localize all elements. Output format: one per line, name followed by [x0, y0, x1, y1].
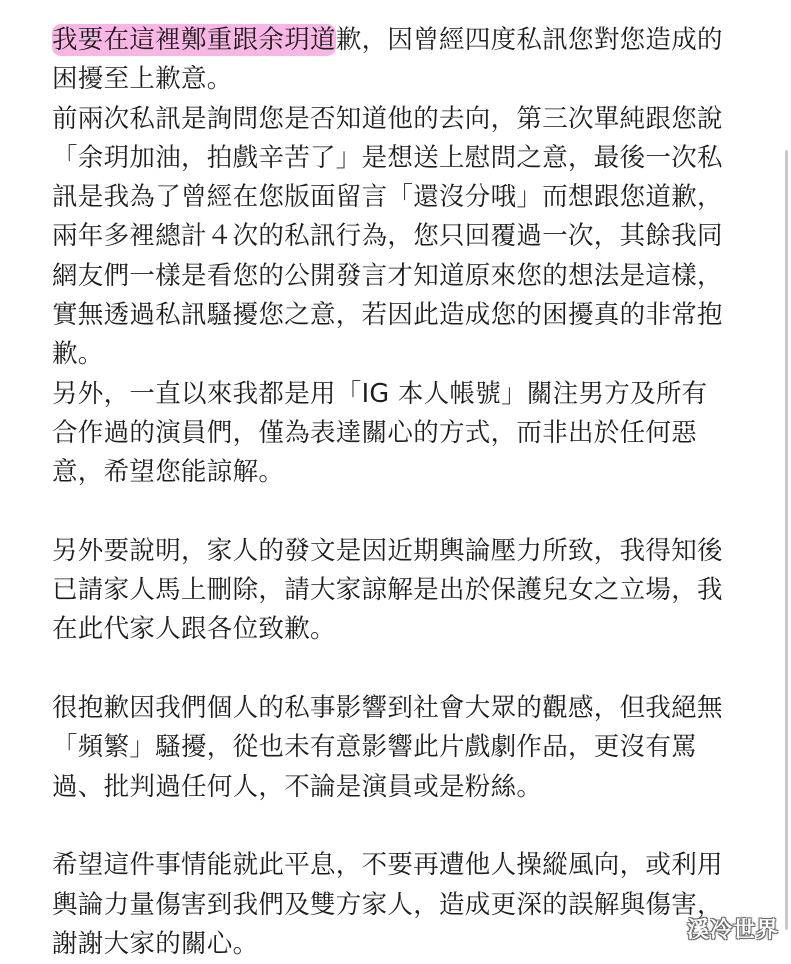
watermark-logo: 溪冷世界: [686, 918, 779, 943]
paragraph-spacer: [52, 807, 752, 846]
text-line: 另外要說明，家人的發文是因近期輿論壓力所致，我得知後: [52, 535, 723, 566]
text-line: 「余玥加油，拍戲辛苦了」是想送上慰問之意，最後一次私: [52, 142, 723, 173]
text-line: 輿論力量傷害到我們及雙方家人，造成更深的誤解與傷害，: [52, 889, 723, 920]
paragraph-public-impact: [52, 689, 752, 807]
text-line-rest: 歉，因曾經四度私訊您對您造成的: [335, 25, 723, 55]
text-line: 另外，一直以來我都是用「IG 本人帳號」關注男方及所有: [52, 378, 708, 409]
text-line: 兩年多裡總計４次的私訊行為，您只回覆過一次，其餘我同: [52, 221, 723, 252]
paragraph-family-post: [52, 532, 752, 650]
text-line: 已請家人馬上刪除，請大家諒解是出於保護兒女之立場，我: [52, 575, 723, 606]
paragraph-spacer: [52, 493, 752, 532]
highlighted-phrase: 我要在這裡鄭重跟余玥道: [52, 25, 336, 55]
text-line: 歉。: [52, 339, 104, 370]
scrollbar-thumb[interactable]: [785, 150, 788, 930]
paragraph-private-messages: [52, 100, 752, 375]
text-line: 合作過的演員們，僅為表達關心的方式，而非出於任何惡: [52, 417, 698, 448]
text-line: [52, 21, 752, 60]
text-line-rest: 困擾至上歉意。: [52, 64, 233, 95]
text-line: 在此代家人跟各位致歉。: [52, 614, 336, 645]
statement-text: [52, 21, 752, 964]
text-line: 訊是我為了曾經在您版面留言「還沒分哦」而想跟您道歉，: [52, 182, 723, 213]
text-line: 希望這件事情能就此平息，不要再遭他人操縱風向，或利用: [52, 850, 723, 881]
text-line: 意，希望您能諒解。: [52, 457, 285, 488]
text-line: 網友們一樣是看您的公開發言才知道原來您的想法是這樣，: [52, 260, 723, 291]
paragraph-ig-account: [52, 375, 752, 493]
paragraph-closing: [52, 846, 752, 964]
text-line: 前兩次私訊是詢問您是否知道他的去向，第三次單純跟您說: [52, 103, 723, 134]
text-line: [52, 60, 752, 99]
text-line: 很抱歉因我們個人的私事影響到社會大眾的觀感，但我絕無: [52, 693, 723, 724]
text-line: 「頻繁」騷擾，從也未有意影響此片戲劇作品，更沒有罵: [52, 732, 698, 763]
text-line: 實無透過私訊騷擾您之意，若因此造成您的困擾真的非常抱: [52, 300, 723, 331]
text-line: 過、批判過任何人，不論是演員或是粉絲。: [52, 771, 543, 802]
paragraph-apology-intro: [52, 21, 752, 100]
text-line: 謝謝大家的關心。: [52, 928, 259, 959]
paragraph-spacer: [52, 650, 752, 689]
